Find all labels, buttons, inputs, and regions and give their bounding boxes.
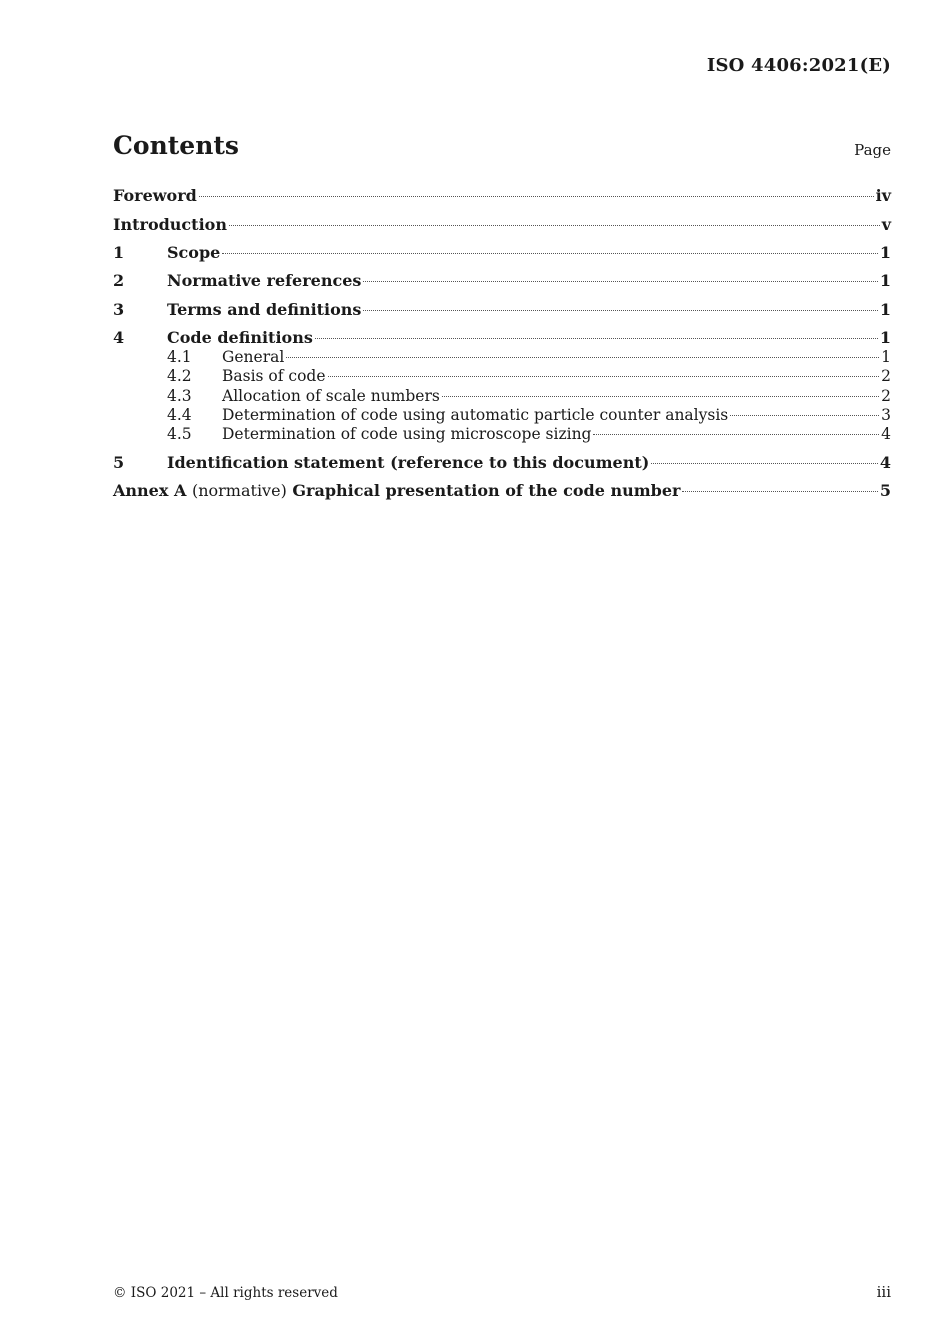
footer-page-number: iii [876,1283,891,1301]
toc-entry-page: 5 [879,481,891,500]
toc-entry-page: 1 [881,348,891,366]
toc-subentry-general[interactable] [113,347,891,367]
toc-entry-number: 5 [113,453,125,472]
toc-entry-number: 1 [113,243,125,262]
toc-entry-number: 4.1 [167,348,192,366]
footer-copyright: © ISO 2021 – All rights reserved [113,1285,338,1301]
toc-entry-page: 1 [879,271,891,290]
toc-entry-page: 2 [881,367,891,385]
toc-entry-title: Code definitions [167,328,313,347]
toc-entry-title: Identification statement (reference to this document) [167,453,650,472]
toc-entry-title: General [222,348,285,366]
annex-normative-note: (normative) [191,481,287,500]
toc-entry-title: Terms and definitions [167,300,362,319]
toc-entry-foreword[interactable] [113,186,891,206]
toc-entry-page: 3 [881,406,891,424]
toc-entry-page: 1 [879,243,891,262]
toc-subentry-automatic-particle-counter[interactable] [113,405,891,425]
toc-entry-annex-a[interactable] [113,481,891,501]
toc-entry-page: v [881,215,891,234]
toc-dot-leader [363,310,877,311]
toc-dot-leader [328,376,880,377]
doc-id-header: ISO 4406:2021(E) [706,55,891,76]
toc-entry-identification-statement[interactable] [113,453,891,473]
toc-entry-page: 4 [879,453,891,472]
toc-dot-leader [651,463,878,464]
toc-entry-page: 1 [879,300,891,319]
toc-entry-introduction[interactable] [113,215,891,235]
toc-entry-title: Determination of code using microscope sizing [222,425,592,443]
toc-entry-number: 4 [113,328,125,347]
toc-entry-page: iv [875,186,891,205]
toc-subentry-basis-of-code[interactable] [113,366,891,386]
toc-entry-number: 4.4 [167,406,192,424]
toc-entry-scope[interactable] [113,243,891,263]
toc-dot-leader [199,196,874,197]
annex-title: Graphical presentation of the code number [292,481,681,500]
toc-entry-title [113,481,680,501]
toc-subentry-microscope-sizing[interactable] [113,424,891,444]
toc-entry-number: 3 [113,300,125,319]
toc-entry-title: Introduction [113,215,227,234]
contents-title: Contents [113,131,240,160]
toc-subentry-allocation-of-scale-numbers[interactable] [113,386,891,406]
toc-entry-page: 2 [881,387,891,405]
toc-entry-normative-references[interactable] [113,271,891,291]
toc-entry-number: 2 [113,271,125,290]
toc-dot-leader [229,225,880,226]
toc-entry-number: 4.5 [167,425,192,443]
toc-dot-leader [286,357,879,358]
page-column-label: Page [854,141,891,159]
toc-dot-leader [682,491,877,492]
toc-dot-leader [363,281,877,282]
toc-entry-title: Normative references [167,271,362,290]
toc-dot-leader [315,338,878,339]
toc-entry-page: 4 [881,425,891,443]
toc-entry-title: Determination of code using automatic particle counter analysis [222,406,729,424]
toc-entry-terms-and-definitions[interactable] [113,300,891,320]
toc-entry-number: 4.3 [167,387,192,405]
toc-dot-leader [730,415,879,416]
toc-entry-title: Basis of code [222,367,326,385]
annex-label: Annex A [113,481,187,500]
toc-entry-number: 4.2 [167,367,192,385]
toc-entry-title: Scope [167,243,221,262]
toc-dot-leader [442,396,879,397]
toc-entry-page: 1 [879,328,891,347]
toc-entry-code-definitions[interactable] [113,328,891,348]
toc-entry-title: Allocation of scale numbers [222,387,440,405]
toc-entry-title: Foreword [113,186,197,205]
toc-dot-leader [593,434,879,435]
toc-dot-leader [222,253,878,254]
